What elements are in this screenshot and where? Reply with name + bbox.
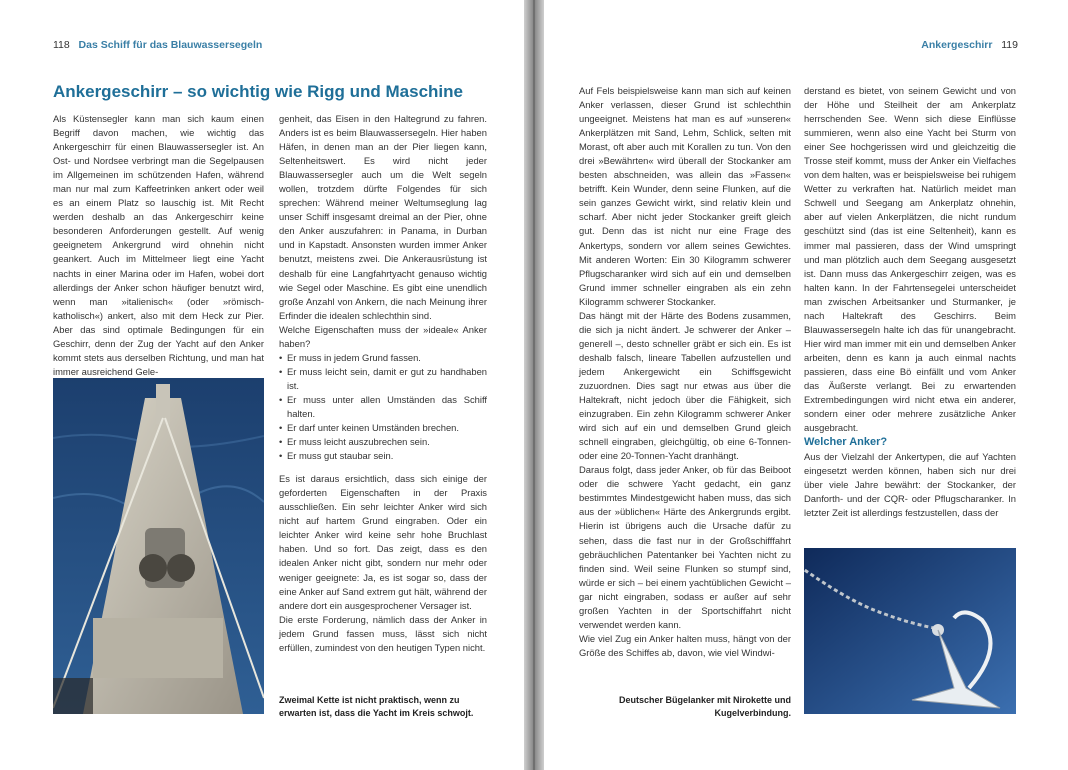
page-header-right <box>921 39 1018 51</box>
body-paragraph: Aus der Vielzahl der Ankertypen, die auf Yachten eingesetzt werden können, haben sich nur drei über viele Jahre bewährt: der Stockanker, der Danforth- und der CQR- oder Pflugscharanker. In letzter Zeit ist allerdings festzustellen, dass der <box>804 451 1016 519</box>
photo-buegel-anchor-with-chain <box>804 548 1016 714</box>
bullet-list <box>279 351 487 463</box>
bullet-item: • Er darf unter keinen Umständen brechen. <box>279 421 487 435</box>
body-paragraph: genheit, das Eisen in den Haltegrund zu fahren. Anders ist es beim Blauwassersegeln. Hier haben Häfen, in denen man an der Pier liegen kann, Seltenheitswert. Es wird nicht jeder Blauwassersegler auch um die Welt segeln wollen, trotzdem dürfte Folgendes für sich sprechen: Während meiner Weltumseglung lag unser Schiff insgesamt dreimal an der Pier, ohne den Anker auszufahren: in Panama, in Durban und in Kapstadt. Ansonsten wurden immer Anker benutzt, meistens zwei. Die Ankerausrüstung ist deshalb für eine Langfahrtyacht genauso wichtig wie Segel oder Maschine. Es gibt eine unendlich große Anzahl von Ankern, die nach Meinung ihrer Erfinder die idealen schlechthin sind. <box>279 113 487 321</box>
running-section-title: Ankergeschirr <box>921 39 993 51</box>
body-paragraph: Die erste Forderung, nämlich dass der Anker in jedem Grund fassen muss, lässt sich nicht erfüllen, zumindest von den heutigen Typen nicht. <box>279 613 487 653</box>
left-column-2 <box>279 112 487 655</box>
body-paragraph: Wie viel Zug ein Anker halten muss, hängt von der Größe des Schiffes ab, davon, wie viel Windwi- <box>579 632 791 658</box>
body-paragraph: derstand es bietet, von seinem Gewicht und von der Höhe und Steilheit der am Ankerplatz herrschenden See. Wenn sich diese Einflüsse summieren, wenn also eine Yacht bei Sturm von einer See hochgerissen wird und gleichzeitig die Trosse steif kommt, muss der Anker ein Vielfaches von dem halten, was er beispielsweise bei ruhigem Wetter zu verkraften hat. Natürlich meidet man Schwell und Seegang am Ankerplatz ohnehin, aber auf vielen Ankerplätzen, die nicht rundum geschützt sind (das ist eine Seltenheit), kann es immer mal passieren, dass der Wind umspringt und man plötzlich auch dem Seegang ausgesetzt ist. Dann muss das Ankergeschirr zeigen, was es halten kann. In der Fahrtensegelei unterscheidet man zwischen Arbeitsanker und Sturmanker, je nach Haltekraft des Geschirrs. Beim Blauwassersegeln halte ich das für unangebracht. Hier wird man immer mit ein und demselben Anker arbeiten, denn es kann ja auch einmal nachts passieren, dass eine Bö einfällt und vom Anker das Äußerste verlangt. Bei zu erwartenden Extrembedingungen wird nicht etwa ein anderer, sondern einer oder mehrere zusätzliche Anker ausgebracht. <box>804 85 1016 434</box>
body-paragraph: Auf Fels beispielsweise kann man sich auf keinen Anker verlassen, dieser Grund ist schlechthin ungeeignet. Meistens hat man es auf »unseren« Ankerplätzen mit Sand, Lehm, Schlick, selten mit Morast, oft aber auch mit Korallen zu tun. Von den drei »Bewährten« wird überall der Stockanker am besten abschneiden, was allein das »Fassen« betrifft. Kein Wunder, denn seine Flunken, auf die sein ganzes Gewicht wirkt, sind relativ klein und scharf. Aber nicht jeder Stockanker greift gleich gut. Denn das ist nicht nur eine Frage des Ankertyps, sondern vor allem seines Gewichtes. Mit anderen Worten: Ein 30 Kilogramm schwerer Pflugscharanker wird sich auf ein und demselben Grund immer schneller eingraben als ein zehn Kilogramm schwerer Stockanker. <box>579 85 791 307</box>
page-header-left <box>53 39 262 51</box>
bullet-item: • Er muss leicht auszubrechen sein. <box>279 435 487 449</box>
body-paragraph: Als Küstensegler kann man sich kaum einen Begriff davon machen, wie wichtig das Ankergeschirr für einen Blauwassersegler ist. An Ost- und Nordsee verbringt man die Segelpausen im Allgemeinen im schützenden Hafen, während man nur mal zum Kaffeetrinken ankert oder weil es an einem Platz so lauschig ist. Mit Recht werden deshalb an das Ankergeschirr keine besonderen Anforderungen gestellt. Auf wenig geeignetem Ankergrund wird ohnehin nicht geankert. Auch im Mittelmeer liegt eine Yacht nachts in einer Marina oder im Hafen, wobei dort allerdings der Anker schon häufiger benutzt wird, wenn man »italienisch« (oder »römisch-katholisch«) ankert, also mit dem Heck zur Pier. Aber das sind optimale Bedingungen für ein Geschirr, denn der Zug der Yacht auf den Anker kommt stets aus derselben Richtung, und man hat immer ausreichend Gele- <box>53 113 264 377</box>
left-page <box>0 0 524 770</box>
body-paragraph: Das hängt mit der Härte des Bodens zusammen, die sich ja nicht ändert. Je schwerer der Anker – generell –, desto schneller gräbt er sich ein. Es ist deshalb falsch, lineare Tabellen aufzustellen und jedem Ankergewicht ein Schiffsgewicht zuzuordnen. Dies sagt nur etwas aus über die Haltekraft, nicht jedoch über die Fähigkeit, sich einzugraben. Ein zehn Kilogramm schwerer Anker wird sich auf ein und demselben Grund gleich schnell eingraben, gleichgültig, ob eine 6-Tonnen- oder eine 20-Tonnen-Yacht dranhängt. <box>579 309 791 462</box>
right-column-2 <box>804 84 1016 520</box>
bullet-item: • Er muss gut staubar sein. <box>279 449 487 463</box>
body-paragraph: Welche Eigenschaften muss der »ideale« Anker haben? <box>279 323 487 349</box>
photo-caption-left: Zweimal Kette ist nicht praktisch, wenn zu erwarten ist, dass die Yacht im Kreis schwojt. <box>279 695 474 718</box>
photo-anchor-winch-foredeck <box>53 378 264 714</box>
subheading: Welcher Anker? <box>804 436 888 449</box>
right-column-1 <box>579 84 791 660</box>
bullet-item: • Er muss unter allen Umständen das Schiff halten. <box>279 393 487 421</box>
page-number: 118 <box>53 39 70 51</box>
bullet-item: • Er muss in jedem Grund fassen. <box>279 351 487 365</box>
right-page <box>544 0 1068 770</box>
book-spine-gutter <box>524 0 544 770</box>
photo-caption-right: Deutscher Bügelanker mit Nirokette und Kugelverbindung. <box>618 695 791 718</box>
body-paragraph: Es ist daraus ersichtlich, dass sich einige der geforderten Eigenschaften in der Praxis ausschließen. Ein sehr leichter Anker wird sich nicht auf hartem Grund eingraben. Oder ein leichter Anker wird keine sehr hohe Bruchlast haben. Und so fort. Das zeigt, dass es den idealen Anker nicht gibt, sondern nur mehr oder weniger geeignete: Ja, es ist sogar so, dass der eine Anker auf Sand extrem gut hält, während der andere dort ein ausgesprochener Versager ist. <box>279 473 487 611</box>
bullet-item: • Er muss leicht sein, damit er gut zu handhaben ist. <box>279 365 487 393</box>
article-title: Ankergeschirr – so wichtig wie Rigg und Maschine <box>53 82 463 101</box>
running-section-title: Das Schiff für das Blauwassersegeln <box>78 39 263 51</box>
left-column-1 <box>53 112 264 379</box>
body-paragraph: Daraus folgt, dass jeder Anker, ob für das Beiboot oder die schwere Yacht gedacht, ein ganz bestimmtes Mindestgewicht haben muss, das sich aus der »üblichen« Härte des Ankergrunds ergibt. Hierin ist übrigens auch die Ursache dafür zu sehen, dass die fast nur in der Großschifffahrt gebräuchlichen Patentanker bei Yachten nicht zu finden sind. Weil seine Flunken so stumpf sind, würde er sich – bei einem yachtüblichen Gewicht – gar nicht eingraben, sodass er außer auf sehr großen Yachten in der Sportschiffahrt nicht verwendet werden kann. <box>579 464 791 630</box>
page-number: 119 <box>1001 39 1018 51</box>
